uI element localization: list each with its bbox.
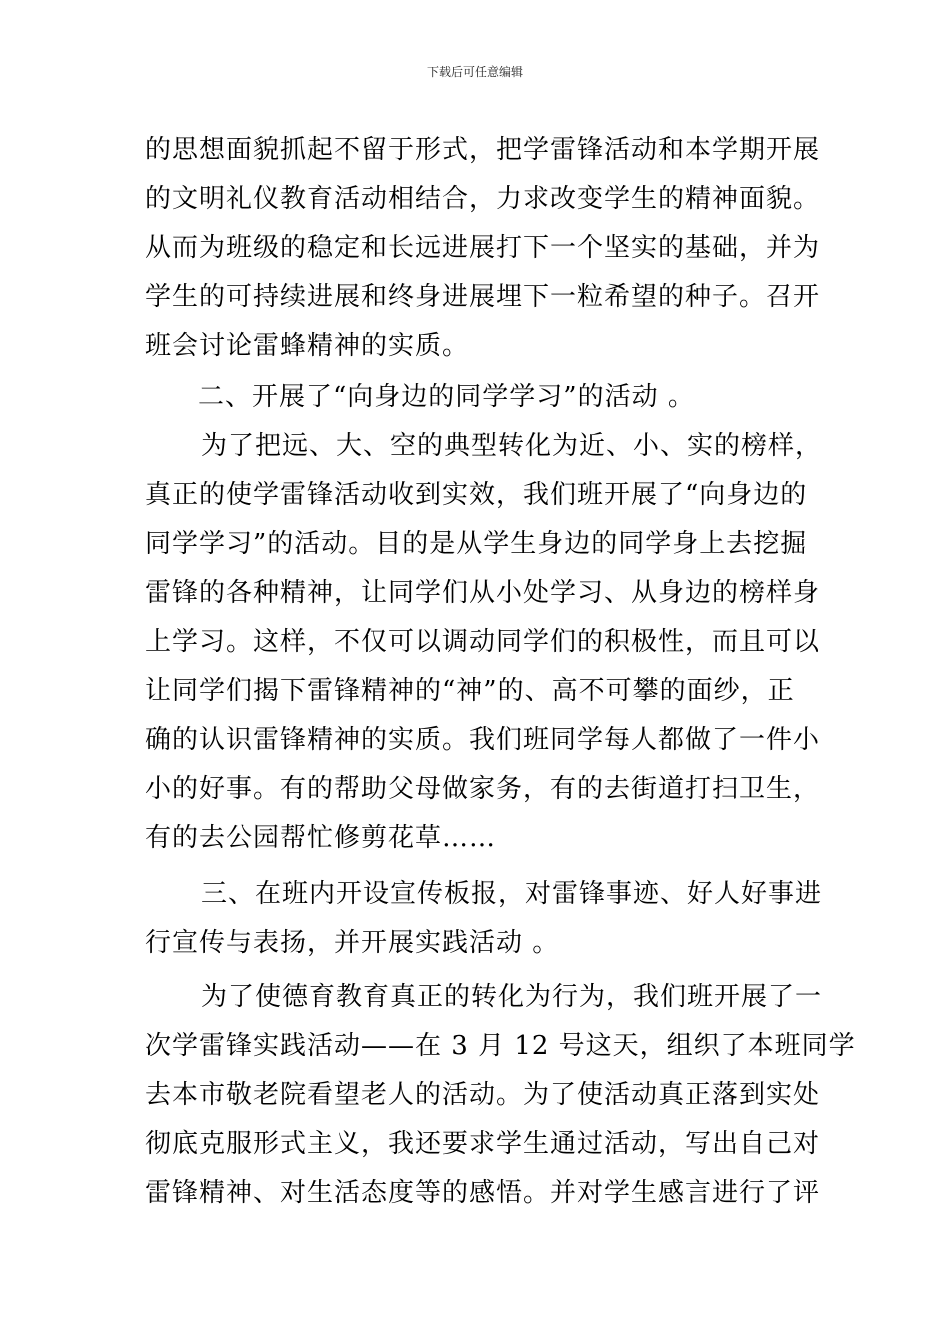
page-header-note: 下载后可任意编辑 — [426, 65, 523, 79]
text-line: 为了把远、大、空的典型转化为近、小、实的榜样， — [201, 431, 823, 461]
text-line: 从而为班级的稳定和长远进展打下一个坚实的基础，并为 — [145, 233, 821, 263]
text-line: 去本市敬老院看望老人的活动。为了使活动真正落到实处 — [145, 1080, 821, 1110]
text-line: 同学学习”的活动。目的是从学生身边的同学身上去挖掘 — [145, 529, 808, 559]
text-line: 有的去公园帮忙修剪花草…… — [145, 823, 497, 853]
text-line: 学生的可持续进展和终身进展埋下一粒希望的种子。召开 — [145, 282, 821, 312]
section-heading-3: 三、在班内开设宣传板报，对雷锋事迹、好人好事进 — [201, 879, 823, 909]
text-line: 确的认识雷锋精神的实质。我们班同学每人都做了一件小 — [145, 725, 821, 755]
text-line: 小的好事。有的帮助父母做家务，有的去街道打扫卫生， — [145, 774, 821, 804]
text-line: 上学习。这样，不仅可以调动同学们的积极性，而且可以 — [145, 627, 821, 657]
text-line: 的思想面貌抓起不留于形式，把学雷锋活动和本学期开展 — [145, 135, 821, 165]
section-heading-2: 二、开展了“向身边的同学学习”的活动 。 — [198, 382, 695, 412]
text-line: 行宣传与表扬，并开展实践活动 。 — [145, 928, 560, 958]
text-line: 的文明礼仪教育活动相结合，力求改变学生的精神面貌。 — [145, 184, 821, 214]
text-line: 班会讨论雷蜂精神的实质。 — [145, 331, 470, 361]
text-line: 彻底克服形式主义，我还要求学生通过活动，写出自己对 — [145, 1129, 821, 1159]
text-line: 次学雷锋实践活动——在 3 月 12 号这天，组织了本班同学 — [145, 1031, 856, 1061]
text-line: 雷锋的各种精神，让同学们从小处学习、从身边的榜样身 — [145, 578, 821, 608]
text-line: 雷锋精神、对生活态度等的感悟。并对学生感言进行了评 — [145, 1178, 821, 1208]
text-line: 为了使德育教育真正的转化为行为，我们班开展了一 — [201, 982, 823, 1012]
text-line: 让同学们揭下雷锋精神的“神”的、高不可攀的面纱，正 — [145, 676, 795, 706]
text-line: 真正的使学雷锋活动收到实效，我们班开展了“向身边的 — [145, 480, 808, 510]
